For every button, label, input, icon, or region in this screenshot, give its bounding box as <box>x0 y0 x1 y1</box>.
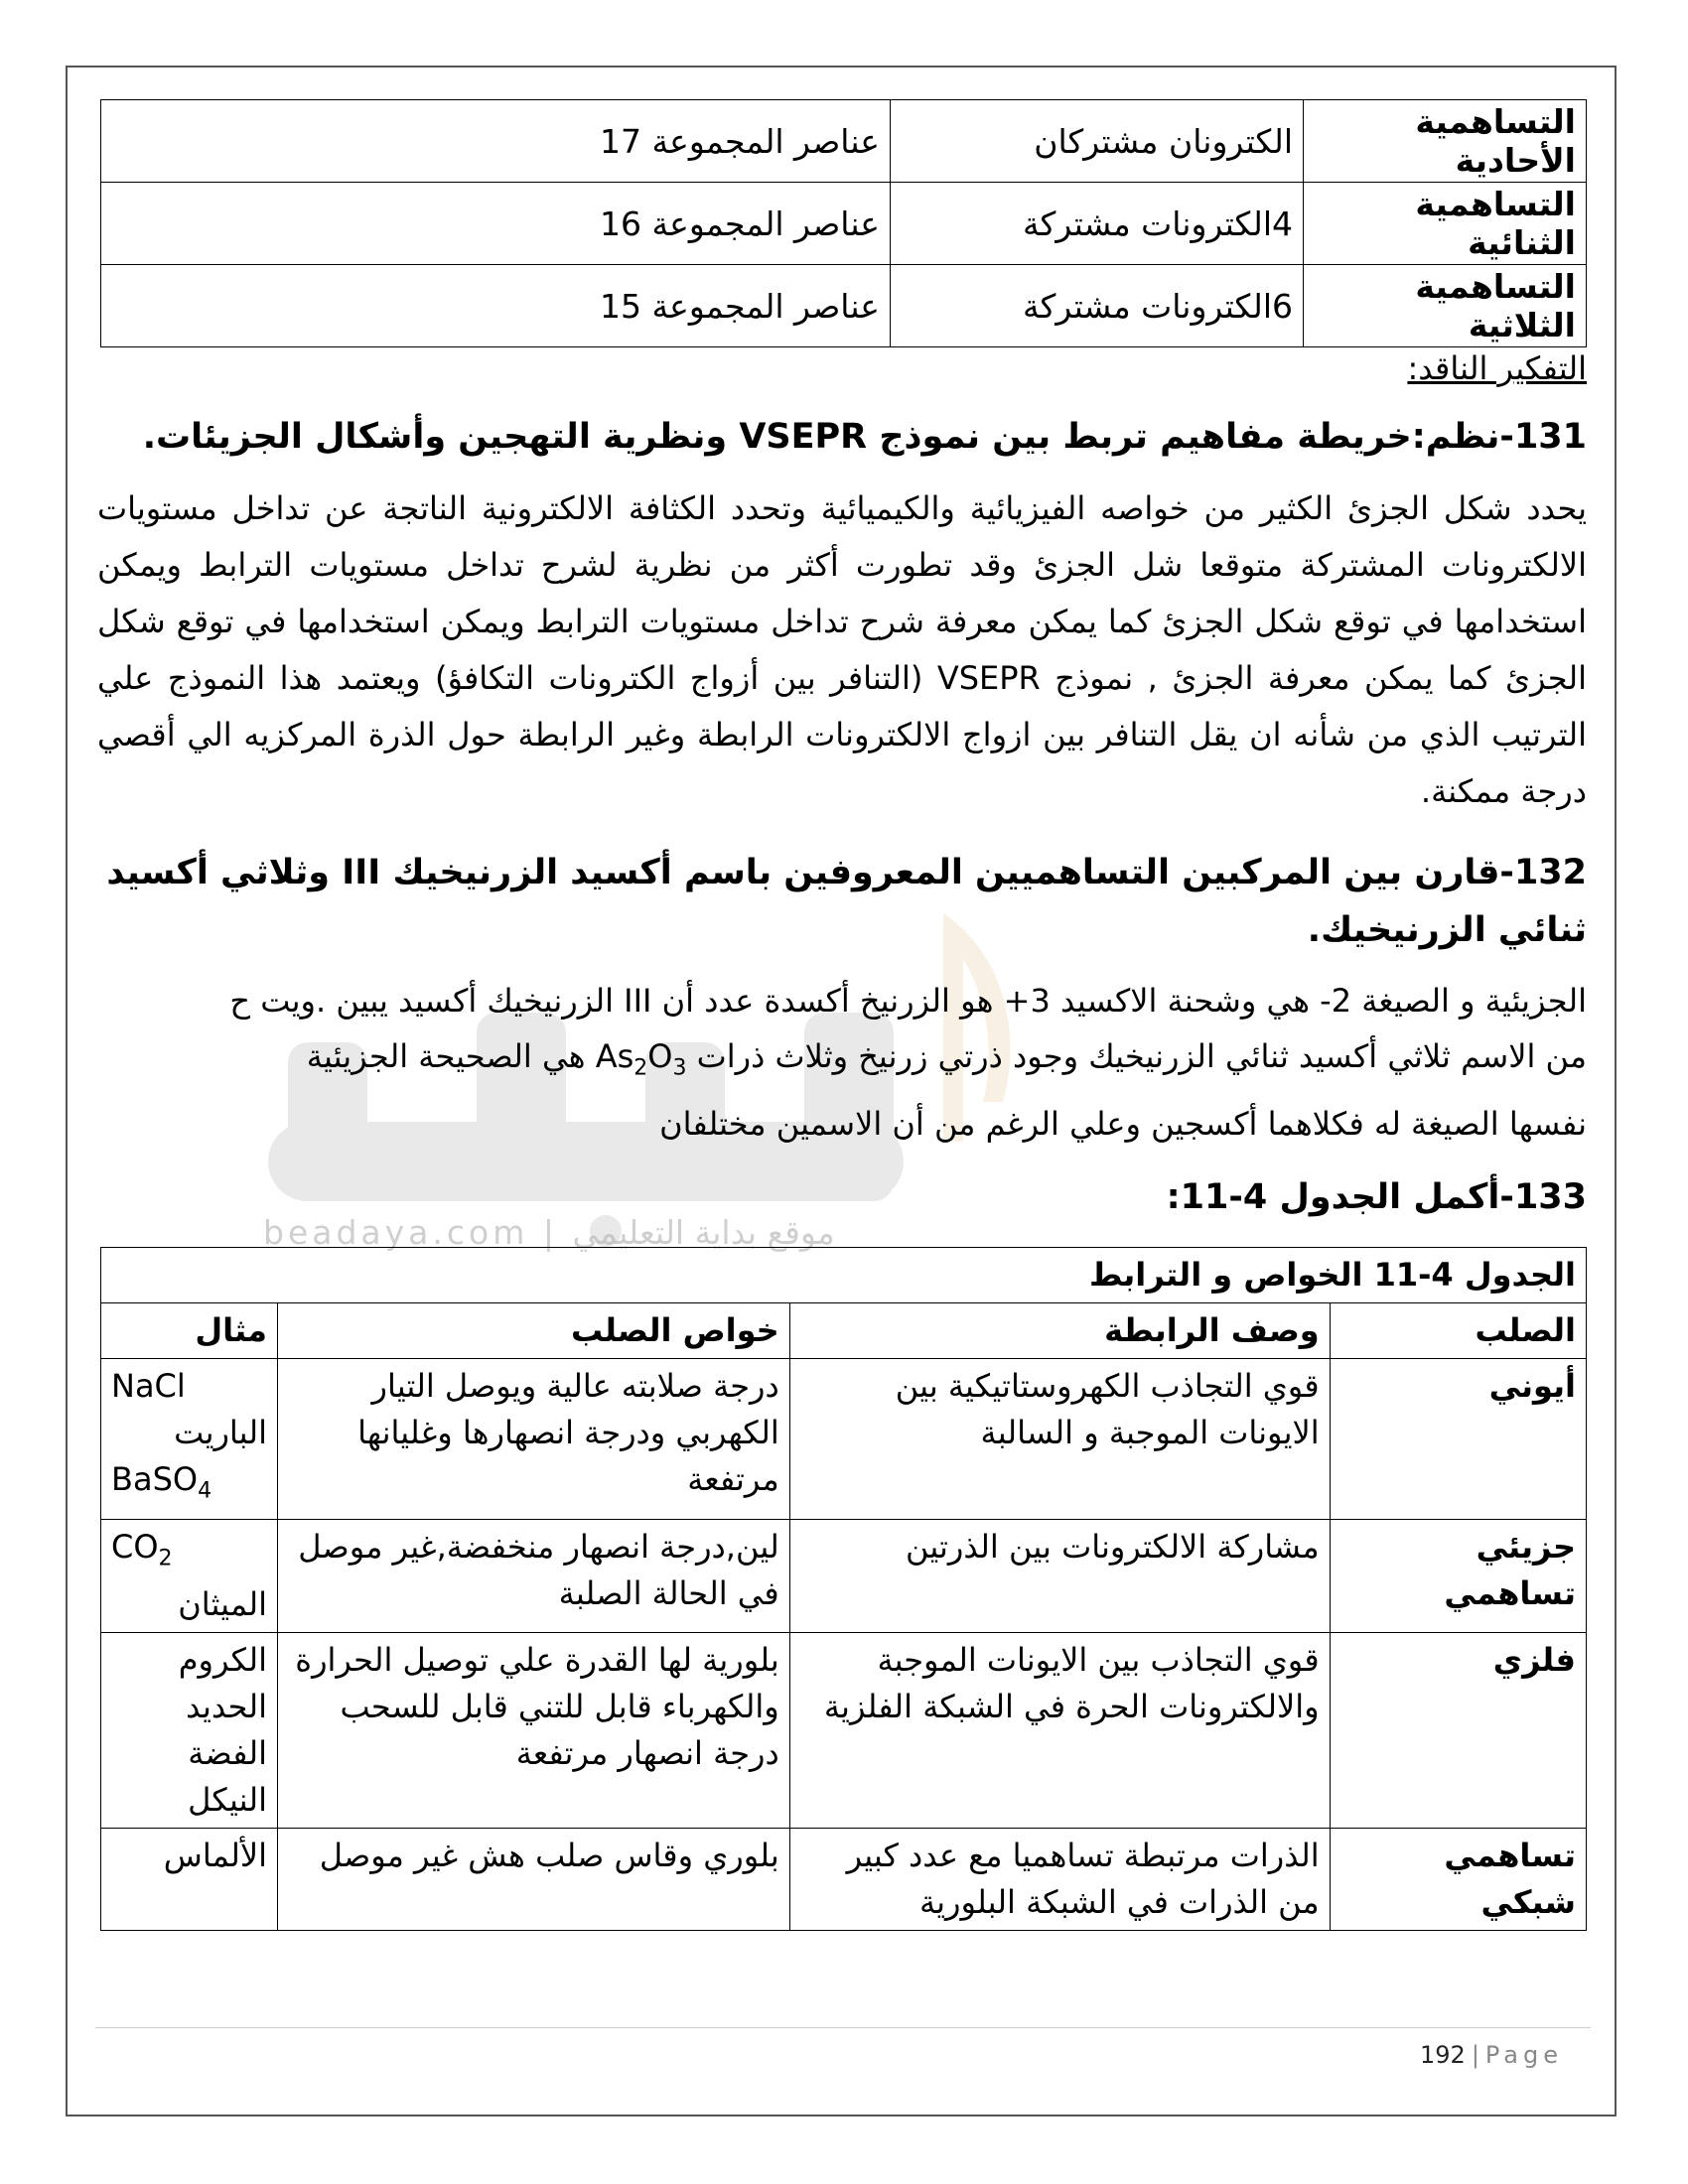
solid-properties: لين,درجة انصهار منخفضة,غير موصل في الحالة الصلبة <box>277 1519 789 1632</box>
bond-type: التساهمية الأحادية <box>1304 100 1587 183</box>
solid-type: جزيئي تساهمي <box>1330 1519 1586 1632</box>
table-row <box>101 1519 1587 1632</box>
solid-type: فلزي <box>1330 1633 1586 1829</box>
question-131-answer: يحدد شكل الجزئ الكثير من خواصه الفيزيائية والكيميائية وتحدد الكثافة الالكترونية الناتجة عن تداخل مستويات الالكترونات المشتركة متوقعا شل الجزئ وقد تطورت أكثر من نظرية لشرح تداخل مستويات الترابط ويمكن استخدامها في توقع شكل الجزئ كما يمكن معرفة شرح تداخل مستويات الترابط ويمكن استخدامها في توقع شكل الجزئ كما يمكن معرفة الجزئ , نموذج VSEPR (التنافر بين أزواج الكترونات التكافؤ) ويعتمد هذا النموذج علي الترتيب الذي من شأنه ان يقل التنافر بين ازواج الالكترونات الرابطة وغير الرابطة حول الذرة المركزيه الي أقصي درجة ممكنة. <box>97 489 1588 810</box>
table-row <box>101 100 1587 183</box>
solid-properties: درجة صلابته عالية ويوصل التيار الكهربي ودرجة انصهارها وغليانها مرتفعة <box>277 1359 789 1519</box>
examples: الألماس <box>101 1829 278 1931</box>
critical-thinking-label: التفكير الناقد: <box>1407 349 1587 387</box>
element-group: عناصر المجموعة 17 <box>101 100 891 183</box>
element-group: عناصر المجموعة 15 <box>101 265 891 347</box>
shared-electrons: الكترونان مشتركان <box>891 100 1304 183</box>
bond-types-table <box>100 99 1587 347</box>
answer-line: من الاسم ثلاثي أكسيد ثنائي الزرنيخيك وجود ذرتي زرنيخ وثلاث ذرات $As_2O_3$ هي الصحيحة الجزيئية <box>306 1037 1587 1081</box>
table-row <box>101 183 1587 265</box>
answer-line: الجزيئية و الصيغة 2- هي وشحنة الاكسيد 3+ هو الزرنيخ أكسدة عدد أن III الزرنيخيك أكسيد يبين .ويت ح <box>229 982 1587 1020</box>
table-row <box>101 1359 1587 1519</box>
bond-description: مشاركة الالكترونات بين الذرتين <box>789 1519 1330 1632</box>
solid-properties: بلورية لها القدرة علي توصيل الحرارة والكهرباء قابل للتني قابل للسحب درجة انصهار مرتفعة <box>277 1633 789 1829</box>
question-132-title: 132-قارن بين المركبين التساهميين المعروفين باسم أكسيد الزرنيخيك III وثلاثي أكسيد ثنائي الزرنيخيك. <box>106 853 1587 950</box>
bond-type: التساهمية الثلاثية <box>1304 265 1587 347</box>
page-content <box>97 99 1587 1931</box>
examples: NaCl الباريت BaSO$_4$ <box>101 1359 278 1519</box>
table-row <box>101 1829 1587 1931</box>
bond-description: الذرات مرتبطة تساهميا مع عدد كبير من الذرات في الشبكة البلورية <box>789 1829 1330 1931</box>
solid-type: أيوني <box>1330 1359 1586 1519</box>
page-label: Page <box>1484 2041 1564 2069</box>
table-header-row <box>101 1303 1587 1359</box>
page-footer: 192 | Page <box>1420 2041 1564 2069</box>
question-132-answer <box>97 973 1587 1152</box>
answer-line: نفسها الصيغة له فكلاهما أكسجين وعلي الرغم من أن الاسمين مختلفان <box>659 1105 1587 1144</box>
solid-type: تساهمي شبكي <box>1330 1829 1586 1931</box>
bond-description: قوي التجاذب الكهروستاتيكية بين الايونات الموجبة و السالبة <box>789 1359 1330 1519</box>
table-caption-row <box>101 1248 1587 1303</box>
properties-table <box>100 1247 1587 1931</box>
header-solid-properties: خواص الصلب <box>277 1303 789 1359</box>
header-solid: الصلب <box>1330 1303 1586 1359</box>
examples: الكروم الحديد الفضة النيكل <box>101 1633 278 1829</box>
watermark-text: beadaya.com | موقع بداية التعليمي <box>263 1213 835 1252</box>
shared-electrons: 6الكترونات مشتركة <box>891 265 1304 347</box>
footer-divider <box>95 2027 1591 2028</box>
question-131-title: 131-نظم:خريطة مفاهيم تربط بين نموذج VSEPR ونظرية التهجين وأشكال الجزيئات. <box>142 417 1587 457</box>
solid-properties: بلوري وقاس صلب هش غير موصل <box>277 1829 789 1931</box>
bond-description: قوي التجاذب بين الايونات الموجبة والالكترونات الحرة في الشبكة الفلزية <box>789 1633 1330 1829</box>
header-example: مثال <box>101 1303 278 1359</box>
bond-type: التساهمية الثنائية <box>1304 183 1587 265</box>
header-bond-description: وصف الرابطة <box>789 1303 1330 1359</box>
shared-electrons: 4الكترونات مشتركة <box>891 183 1304 265</box>
examples: $CO_2$ الميثان <box>101 1519 278 1632</box>
element-group: عناصر المجموعة 16 <box>101 183 891 265</box>
table-row <box>101 1633 1587 1829</box>
question-133-title: 133-أكمل الجدول 4-11: <box>1166 1177 1587 1218</box>
table-caption: الجدول 4-11 الخواص و الترابط <box>101 1248 1587 1303</box>
page-number: 192 <box>1420 2041 1466 2069</box>
formula-as2o3: $As_2O_3$ <box>595 1037 687 1081</box>
table-row <box>101 265 1587 347</box>
